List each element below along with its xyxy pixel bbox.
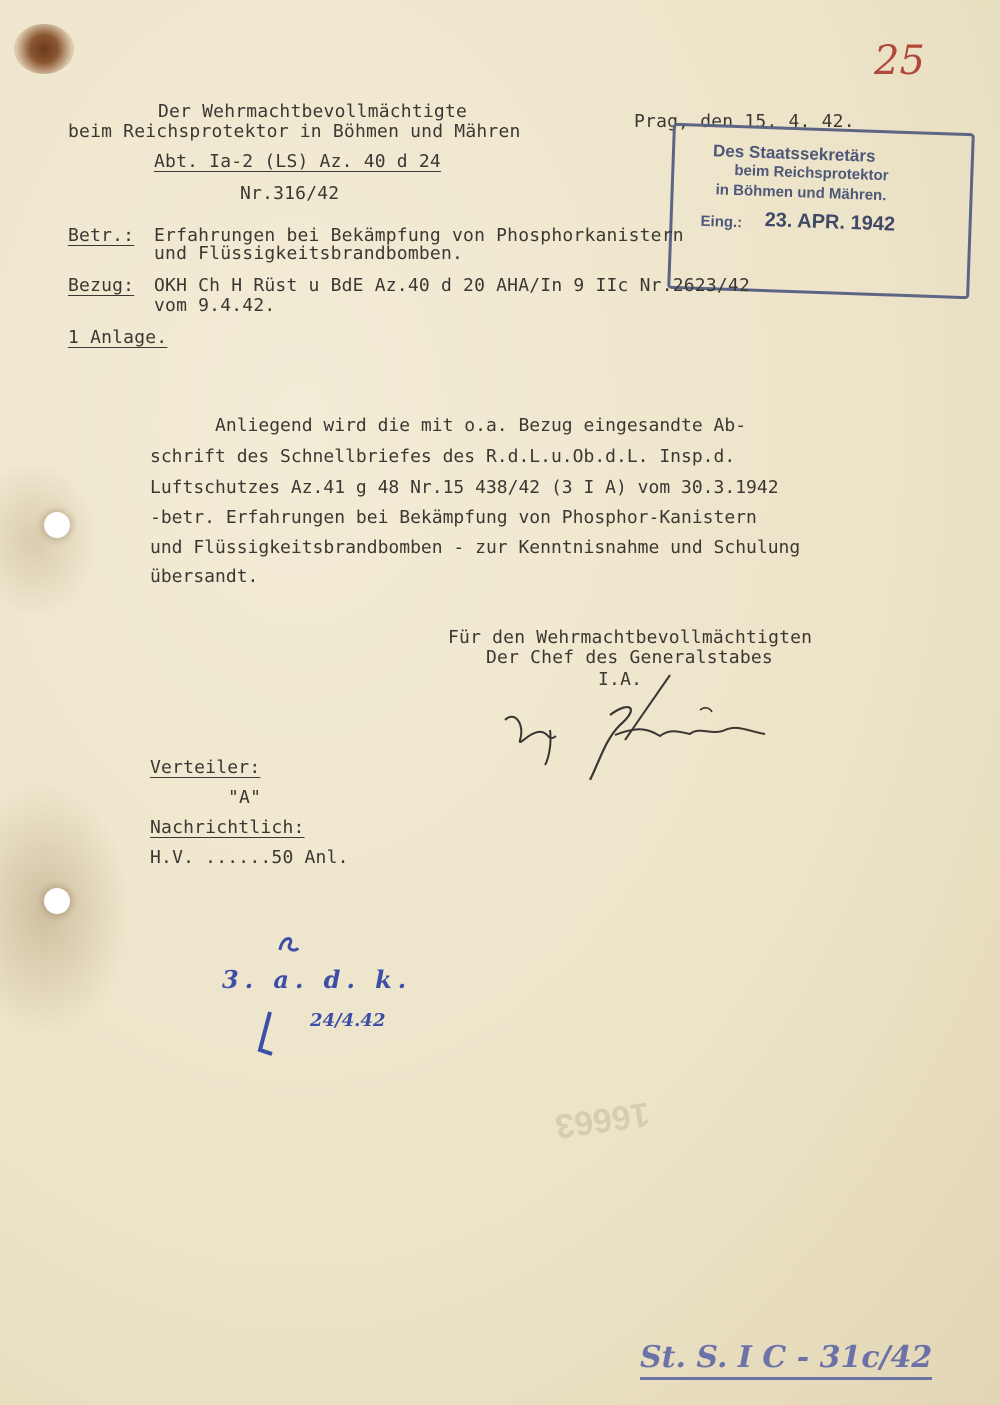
reference-line-2: vom 9.4.42. [154,295,276,316]
punch-hole [44,888,70,914]
edge-stain [0,460,100,620]
body-line: Anliegend wird die mit o.a. Bezug eingesandte Ab- [150,415,747,436]
reference-label: Bezug: [68,275,135,296]
handwritten-signature [490,670,790,780]
subject-line-2: und Flüssigkeitsbrandbomben. [154,243,464,264]
authority-line-1: Der Wehrmachtbevollmächtigte [158,101,468,122]
stamp-received-label: Eing.: [700,212,743,232]
department-reference: Abt. Ia-2 (LS) Az. 40 d 24 [154,151,441,172]
distribution-value: "A" [228,787,262,808]
punch-hole [44,512,70,538]
place-date: Prag, den 15. 4. 42. [634,111,855,132]
page-number: 25 [874,38,925,84]
distribution-label: Verteiler: [150,757,261,778]
stamp-line-2: beim Reichsprotektor [734,161,889,185]
archive-mark: St. S. I C - 31c/42 [640,1340,932,1380]
signature-line-1: Für den Wehrmachtbevollmächtigten [448,627,813,648]
stamp-line-3: in Böhmen und Mähren. [715,181,887,205]
signature-line-3: I.A. [598,669,643,690]
handwritten-note-2: 24/4.42 [310,1010,386,1031]
stamp-received-date: 23. APR. 1942 [764,209,896,236]
body-line: und Flüssigkeitsbrandbomben - zur Kenntnisnahme und Schulung [150,537,801,558]
handwritten-initial-mark [272,930,302,960]
body-line: übersandt. [150,566,259,587]
handwritten-slash-mark [250,1010,290,1060]
body-line: schrift des Schnellbriefes des R.d.L.u.Ob.d.L. Insp.d. [150,446,736,467]
authority-line-2: beim Reichsprotektor in Böhmen und Mähren [68,121,521,142]
body-line: Luftschutzes Az.41 g 48 Nr.15 438/42 (3 I A) vom 30.3.1942 [150,477,779,498]
bleed-through-mark: 16663 [552,1094,652,1146]
attachments: 1 Anlage. [68,327,168,348]
received-stamp [667,123,975,299]
subject-line-1: Erfahrungen bei Bekämpfung von Phosphorkanistern [154,225,684,246]
cc-value: H.V. ......50 Anl. [150,847,349,868]
signature-line-2: Der Chef des Generalstabes [486,647,773,668]
subject-label: Betr.: [68,225,135,246]
handwritten-note-1: 3. a. d. k. [222,965,413,994]
body-line: -betr. Erfahrungen bei Bekämpfung von Phosphor-Kanistern [150,507,757,528]
stamp-line-1: Des Staatssekretärs [712,141,876,166]
document-number: Nr.316/42 [240,183,340,204]
reference-line-1: OKH Ch H Rüst u BdE Az.40 d 20 AHA/In 9 IIc Nr.2623/42 [154,275,750,296]
rust-stain [14,24,74,74]
cc-label: Nachrichtlich: [150,817,305,838]
